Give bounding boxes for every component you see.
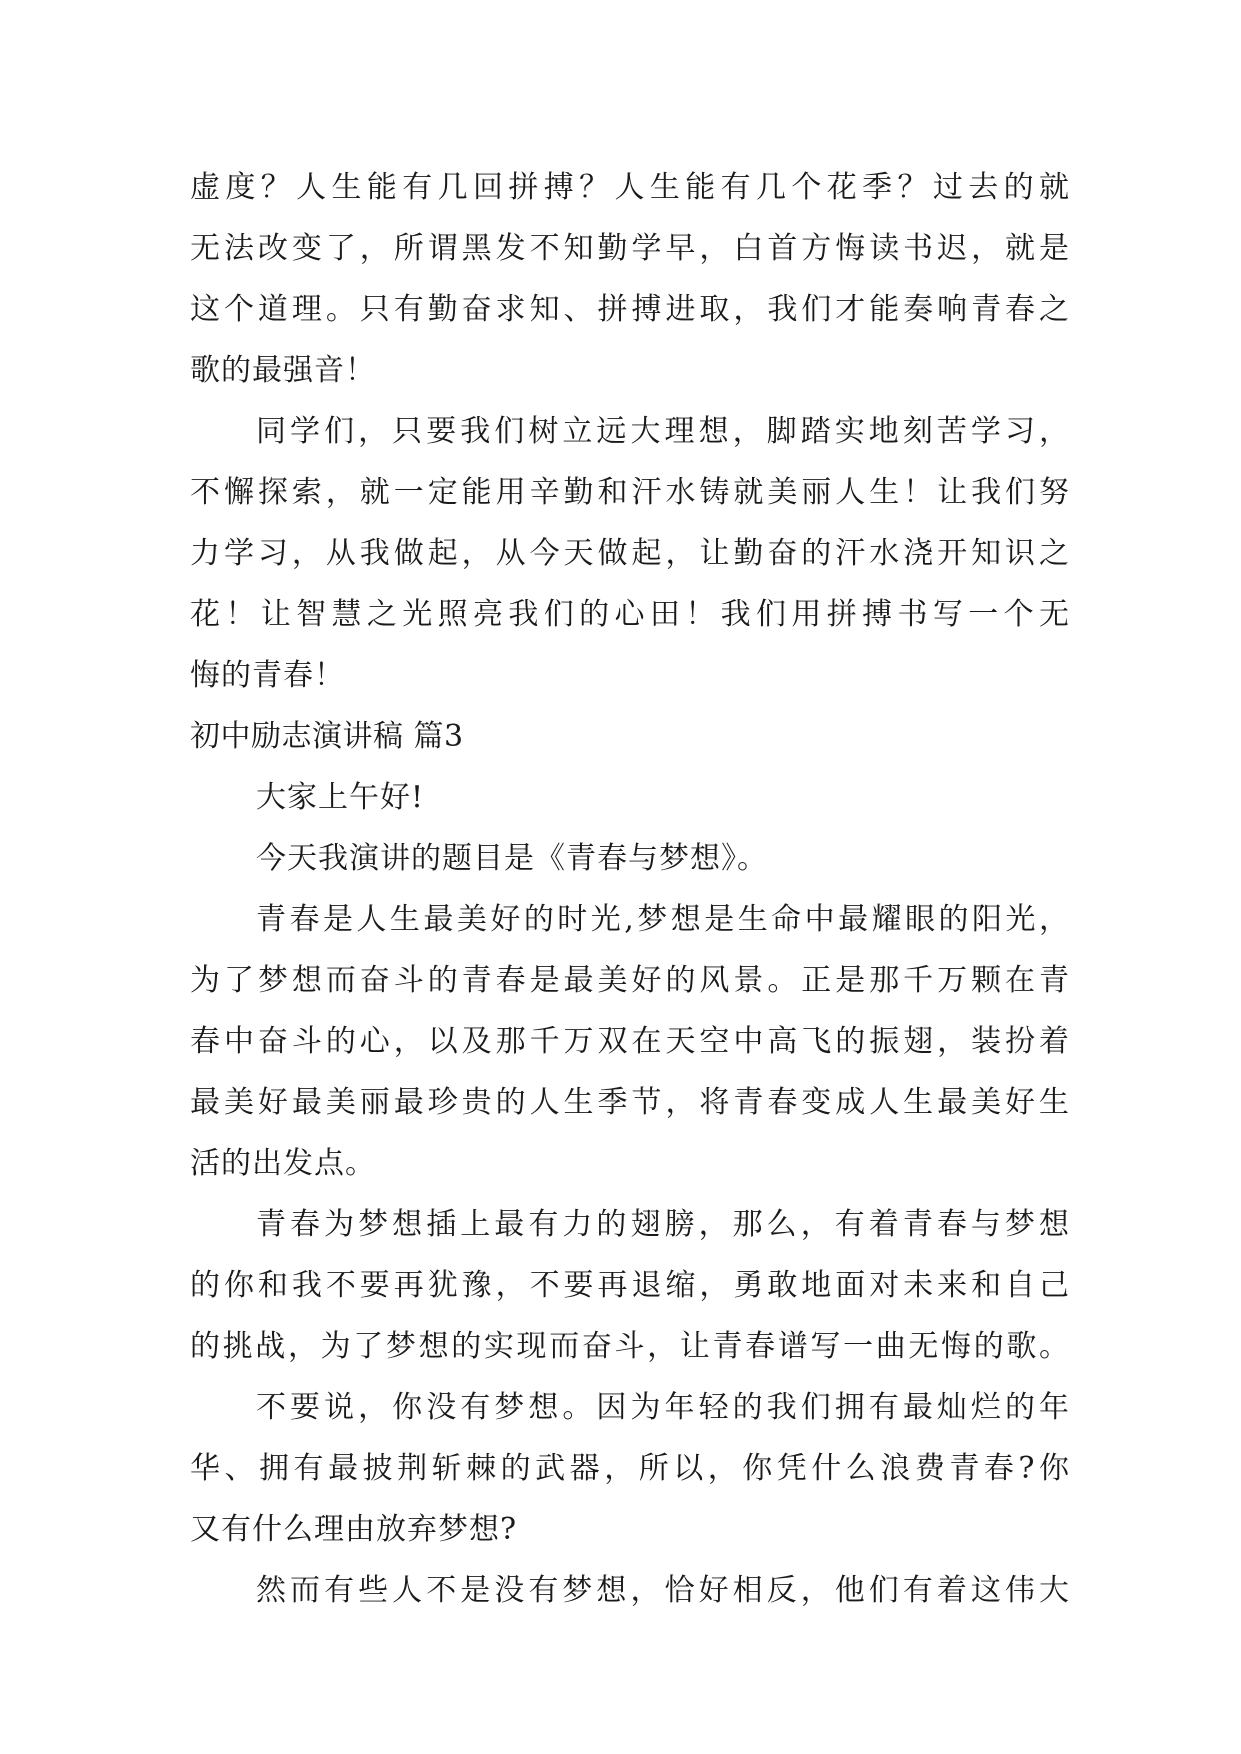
document-body [190, 157, 1070, 1621]
text-line: 的你和我不要再犹豫，不要再退缩，勇敢地面对未来和自己 [190, 1268, 1070, 1303]
text-line: 春中奋斗的心，以及那千万双在天空中高飞的振翅，装扮着 [190, 1024, 1070, 1059]
text-line: 又有什么理由放弃梦想? [190, 1512, 518, 1547]
text-line: 大家上午好! [256, 780, 425, 815]
text-line: 青春为梦想插上最有力的翅膀，那么，有着青春与梦想 [256, 1207, 1070, 1242]
text-line: 不懈探索，就一定能用辛勤和汗水铸就美丽人生！让我们努 [190, 475, 1070, 510]
text-line: 力学习，从我做起，从今天做起，让勤奋的汗水浇开知识之 [190, 536, 1070, 571]
text-line: 歌的最强音！ [190, 353, 376, 388]
text-line: 不要说，你没有梦想。因为年轻的我们拥有最灿烂的年 [256, 1390, 1070, 1425]
text-line: 花！让智慧之光照亮我们的心田！我们用拼搏书写一个无 [190, 597, 1070, 632]
text-line: 青春是人生最美好的时光,梦想是生命中最耀眼的阳光， [256, 902, 1070, 937]
text-line: 虚度？人生能有几回拼搏？人生能有几个花季？过去的就 [190, 170, 1070, 205]
text-line: 这个道理。只有勤奋求知、拼搏进取，我们才能奏响青春之 [190, 292, 1070, 327]
text-line: 最美好最美丽最珍贵的人生季节，将青春变成人生最美好生 [190, 1085, 1070, 1120]
text-line: 同学们，只要我们树立远大理想，脚踏实地刻苦学习， [256, 414, 1070, 449]
text-line: 今天我演讲的题目是《青春与梦想》。 [256, 841, 768, 876]
text-line: 的挑战，为了梦想的实现而奋斗，让青春谱写一曲无悔的歌。 [190, 1329, 1070, 1364]
section-heading: 初中励志演讲稿 篇3 [190, 719, 464, 754]
text-line: 为了梦想而奋斗的青春是最美好的风景。正是那千万颗在青 [190, 963, 1070, 998]
text-line: 华、拥有最披荆斩棘的武器，所以，你凭什么浪费青春?你 [190, 1451, 1070, 1486]
text-line: 悔的青春！ [190, 658, 345, 693]
text-line: 然而有些人不是没有梦想，恰好相反，他们有着这伟大 [256, 1573, 1070, 1608]
text-line: 无法改变了，所谓黑发不知勤学早，白首方悔读书迟，就是 [190, 231, 1070, 266]
text-line: 活的出发点。 [190, 1146, 376, 1181]
